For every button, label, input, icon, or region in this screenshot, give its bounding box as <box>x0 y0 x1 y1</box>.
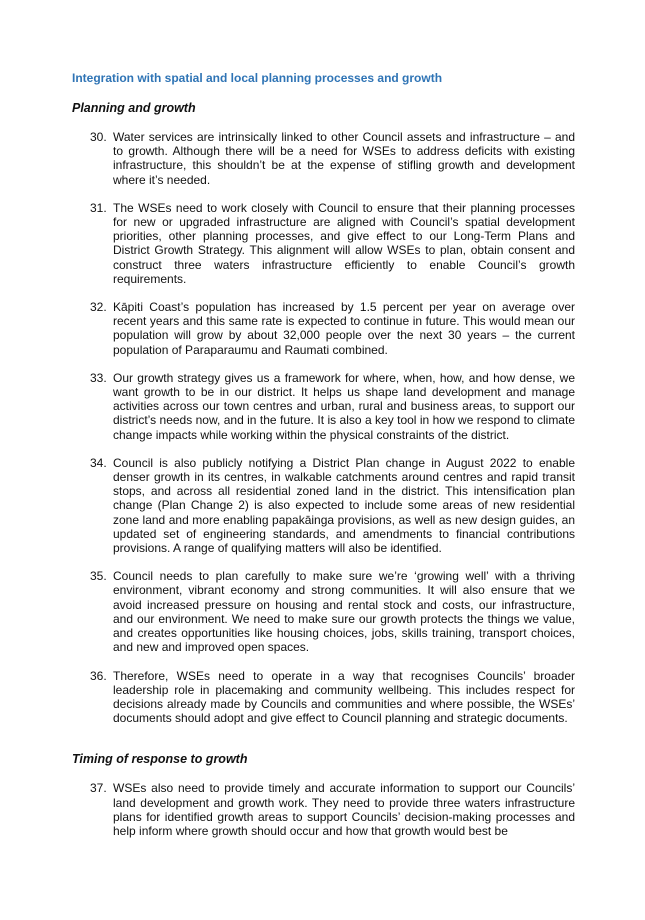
numbered-paragraph <box>72 201 575 286</box>
numbered-paragraph <box>72 569 575 654</box>
numbered-paragraph <box>72 130 575 187</box>
paragraph-list-planning <box>72 130 575 725</box>
paragraph-number: 36. <box>90 668 107 683</box>
paragraph-number: 32. <box>90 300 107 315</box>
paragraph-text: Council is also publicly notifying a District Plan change in August 2022 to enable denser growth in its centres, in walkable catchments around centres and rapid transit stops, and across all residential zoned land in the district. This intensification plan change (Plan Change 2) is also expected to include some areas of new residential zone land and more enabling papakāinga provisions, as well as new design guides, an updated set of engineering standards, and amendments to financial contributions provisions. A range of qualifying matters will also be identified. <box>113 455 575 556</box>
paragraph-text: Water services are intrinsically linked to other Council assets and infrastructure – and to growth. Although there will be a need for WSEs to address deficits with existing infrastructure, this shouldn’t be at the expense of stifling growth and development where it’s needed. <box>113 130 575 187</box>
paragraph-number: 34. <box>90 455 107 470</box>
section-title: Integration with spatial and local planning processes and growth <box>72 71 443 85</box>
numbered-paragraph <box>72 300 575 357</box>
subheading-timing-of-response: Timing of response to growth <box>72 752 248 767</box>
paragraph-text: Council needs to plan carefully to make sure we’re ‘growing well’ with a thriving environment, vibrant economy and strong communities. It will also ensure that we avoid increased pressure on housing and rental stock and costs, our infrastructure, and our environment. We need to make sure our growth protects the things we value, and creates opportunities like housing choices, jobs, skills training, transport choices, and new and improved open spaces. <box>113 569 575 655</box>
paragraph-text: Our growth strategy gives us a framework for where, when, how, and how dense, we want growth to be in our district. It helps us shape land development and manage activities across our town centres and urban, rural and business areas, to support our district’s needs now, and in the future. It is also a key tool in how we respond to climate change impacts while working within the physical constraints of the district. <box>113 370 575 442</box>
paragraph-text: Kāpiti Coast’s population has increased by 1.5 percent per year on average over recent years and this same rate is expected to continue in future. This would mean our population will grow by about 32,000 people over the next 30 years – the current population of Paraparaumu and Raumati combined. <box>113 300 575 357</box>
numbered-paragraph <box>72 781 575 838</box>
subheading-planning-and-growth: Planning and growth <box>72 101 196 115</box>
paragraph-number: 37. <box>90 781 107 796</box>
numbered-paragraph <box>72 371 575 442</box>
numbered-paragraph <box>72 456 575 555</box>
paragraph-number: 30. <box>90 130 107 144</box>
paragraph-text: Therefore, WSEs need to operate in a way that recognises Councils’ broader leadership role in placemaking and community wellbeing. This includes respect for decisions already made by Councils and communities and where possible, the WSEs’ documents should adopt and give effect to Council planning and strategic documents. <box>113 668 575 726</box>
paragraph-list-timing <box>72 781 575 838</box>
numbered-paragraph <box>72 669 575 726</box>
paragraph-number: 35. <box>90 569 107 584</box>
paragraph-text: WSEs also need to provide timely and accurate information to support our Councils’ land development and growth work. They need to provide three waters infrastructure plans for identified growth areas to support Councils’ decision-making processes and help inform where growth should occur and how that growth would best be <box>113 781 575 838</box>
paragraph-text: The WSEs need to work closely with Council to ensure that their planning processes for new or upgraded infrastructure are aligned with Council’s spatial development priorities, other planning processes, and give effect to our Long-Term Plans and District Growth Strategy. This alignment will allow WSEs to plan, obtain consent and construct three waters infrastructure efficiently to enable Council’s growth requirements. <box>113 200 575 286</box>
paragraph-number: 33. <box>90 370 107 385</box>
paragraph-number: 31. <box>90 200 107 215</box>
